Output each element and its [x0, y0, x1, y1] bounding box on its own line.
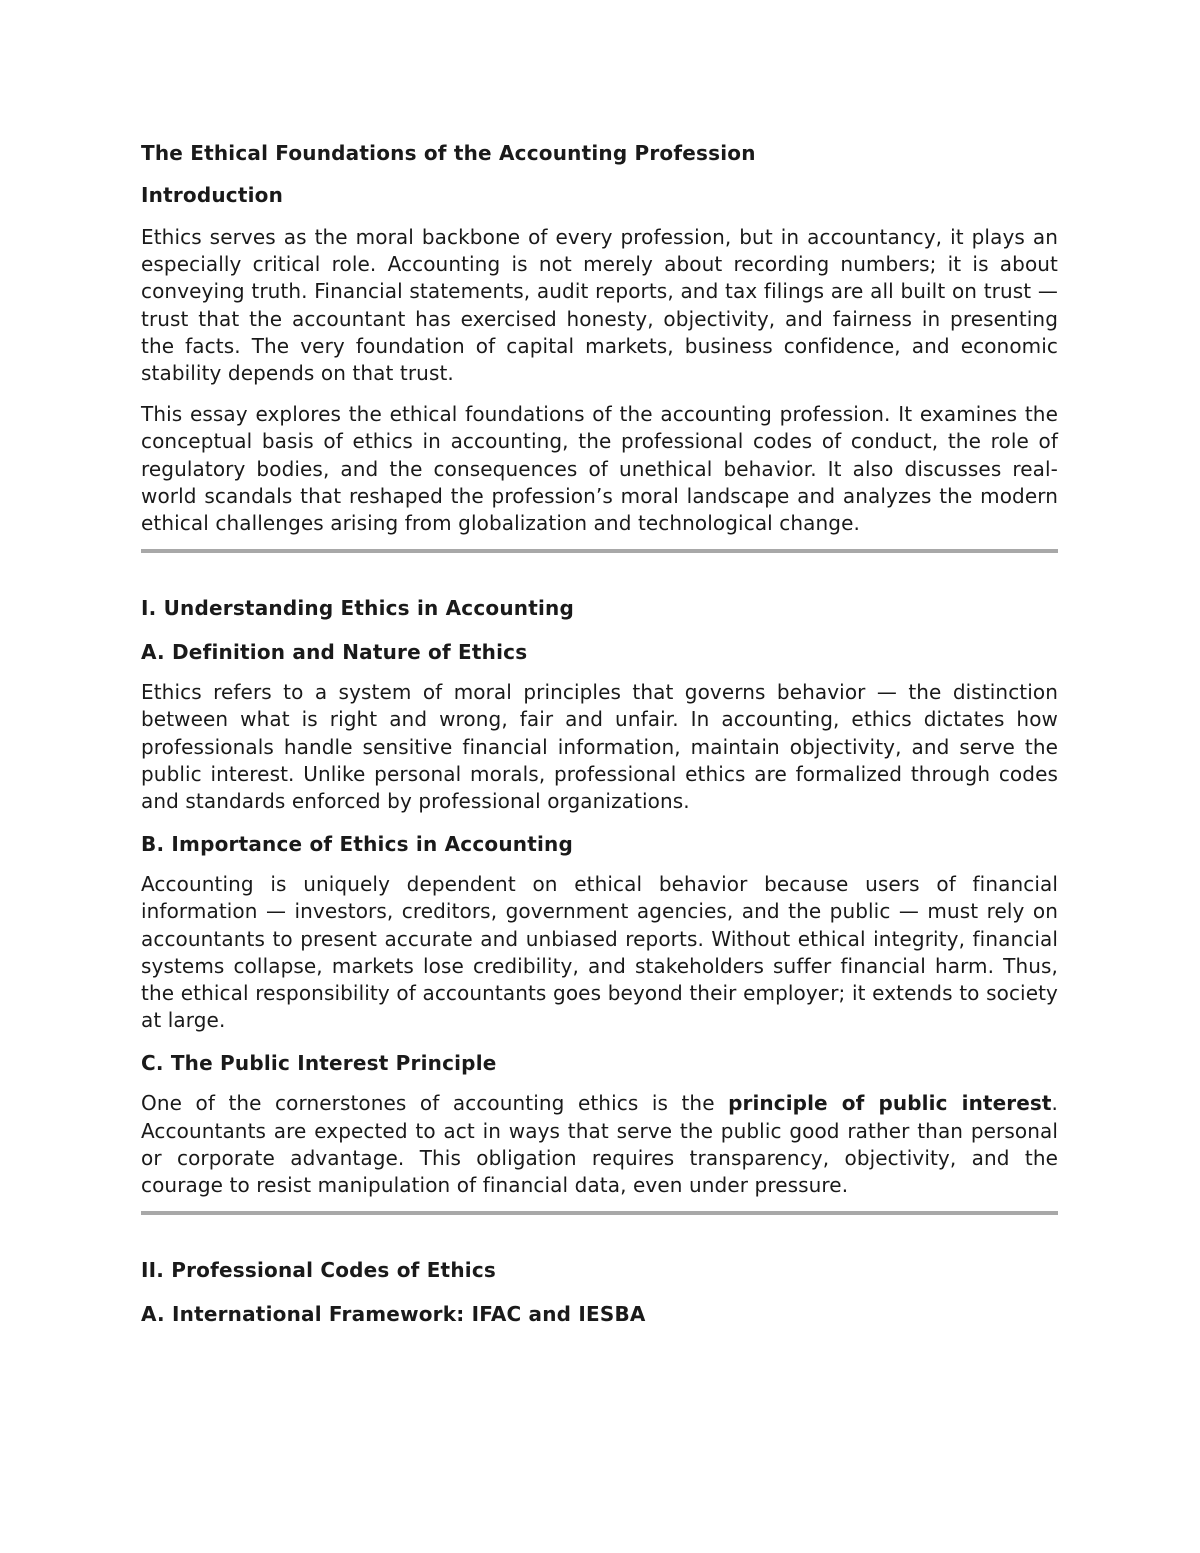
- intro-heading: Introduction: [141, 183, 284, 207]
- section-2-heading: II. Professional Codes of Ethics: [141, 1258, 496, 1283]
- section-1a-heading: A. Definition and Nature of Ethics: [141, 640, 528, 665]
- intro-paragraph-2: This essay explores the ethical foundations of the accounting profession. It examines the conceptual basis of ethics in accounting, the professional codes of conduct, the role of regulatory bodies, and the consequences of unethical behavior. It also discusses real-world scandals that reshaped the profession’s moral landscape and analyzes the modern ethical challenges arising from globalization and technological change.: [141, 402, 1058, 536]
- section-1b-heading: B. Importance of Ethics in Accounting: [141, 832, 573, 857]
- section-divider: [141, 1211, 1058, 1215]
- section-divider: [141, 549, 1058, 553]
- section-1a-paragraph: Ethics refers to a system of moral principles that governs behavior — the distinction between what is right and wrong, fair and unfair. In accounting, ethics dictates how professionals handle sensitive financial information, maintain objectivity, and serve the public interest. Unlike personal morals, professional ethics are formalized through codes and standards enforced by professional organizations.: [141, 680, 1058, 814]
- document-title: The Ethical Foundations of the Accounting Profession: [141, 141, 756, 165]
- section-1c-heading: C. The Public Interest Principle: [141, 1051, 497, 1076]
- document-page: [141, 138, 1058, 1341]
- section-1c-text-before: One of the cornerstones of accounting ethics is the: [141, 1091, 729, 1116]
- section-1c-text-after: . Accountants are expected to act in ways that serve the public good rather than personal or corporate advantage. This obligation requires transparency, objectivity, and the courage to resist manipulation of financial data, even under pressure.: [141, 1091, 1058, 1198]
- section-1b-paragraph: Accounting is uniquely dependent on ethical behavior because users of financial information — investors, creditors, government agencies, and the public — must rely on accountants to present accurate and unbiased reports. Without ethical integrity, financial systems collapse, markets lose credibility, and stakeholders suffer financial harm. Thus, the ethical responsibility of accountants goes beyond their employer; it extends to society at large.: [141, 872, 1058, 1033]
- section-1c-paragraph: [141, 1090, 1058, 1199]
- intro-paragraph-1: Ethics serves as the moral backbone of every profession, but in accountancy, it plays an especially critical role. Accounting is not merely about recording numbers; it is about conveying truth. Financial statements, audit reports, and tax filings are all built on trust — trust that the accountant has exercised honesty, objectivity, and fairness in presenting the facts. The very foundation of capital markets, business confidence, and economic stability depends on that trust.: [141, 225, 1058, 386]
- public-interest-emphasis: principle of public interest: [728, 1091, 1052, 1116]
- section-2a-heading: A. International Framework: IFAC and IESBA: [141, 1302, 646, 1327]
- section-1-heading: I. Understanding Ethics in Accounting: [141, 596, 574, 621]
